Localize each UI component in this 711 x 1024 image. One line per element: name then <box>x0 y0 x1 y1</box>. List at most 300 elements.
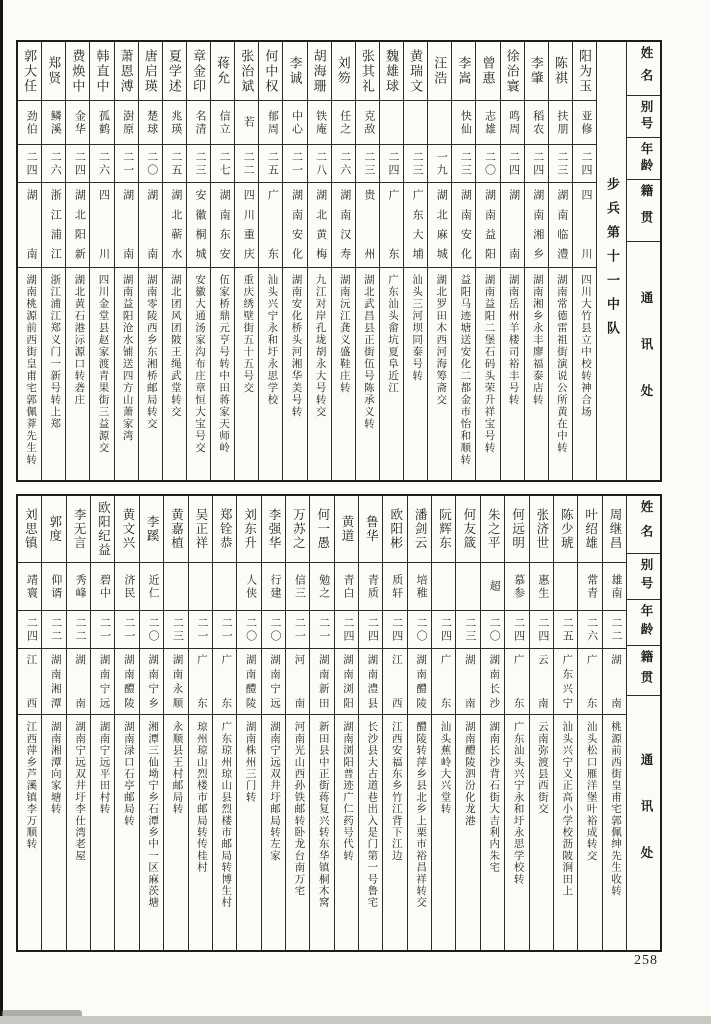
address-cell: 湖南宁远双井圩邮局转左家 <box>262 714 285 950</box>
native-cell: 湖南湘潭 <box>42 648 65 714</box>
alias-cell <box>189 562 212 610</box>
alias-cell: 郁周 <box>259 100 282 144</box>
age-cell: 二一 <box>115 144 138 182</box>
roster-table-continued <box>16 494 662 952</box>
address-cell: 湖北武昌县正街伍号陈承义转 <box>356 267 379 480</box>
person-column <box>602 496 626 950</box>
person-column <box>65 42 89 480</box>
name-cell: 阳为玉 <box>577 48 592 94</box>
address-cell: 琼州琼山烈楼市邮局转传桂村 <box>189 714 212 950</box>
name-cell: 欧阳纪益 <box>96 501 111 557</box>
address-cell: 广东汕头兴宁永和圩永思学校转 <box>505 714 528 950</box>
name-cell: 郭大任 <box>22 48 38 94</box>
age-cell: 二四 <box>335 610 358 648</box>
native-cell: 广东 <box>213 648 236 714</box>
address-cell: 重庆绣壁街五十五号交 <box>235 267 258 480</box>
age-cell: 二五 <box>163 144 186 182</box>
name-cell: 吴正祥 <box>193 508 208 550</box>
address-cell: 湖北罗田木西河海筹斋交 <box>428 267 451 480</box>
name-cell: 夏学述 <box>166 48 182 94</box>
alias-cell: 澍原 <box>115 100 138 144</box>
person-column <box>138 42 162 480</box>
name-cell: 郑铨恭 <box>218 508 233 550</box>
age-cell: 二〇 <box>481 610 504 648</box>
person-column <box>41 496 65 950</box>
age-cell: 二六 <box>42 144 65 182</box>
native-cell: 湖南东安 <box>211 182 234 267</box>
person-column <box>480 496 504 950</box>
alias-cell: 铁庵 <box>308 100 331 144</box>
alias-cell: 鸣周 <box>501 100 524 144</box>
age-cell: 二三 <box>452 144 475 182</box>
native-cell: 广东大埔 <box>404 182 427 267</box>
age-cell: 二四 <box>530 610 553 648</box>
name-cell: 鲁华 <box>364 515 379 543</box>
address-cell: 益阳马迹塘送安化二都金市怡和顺转 <box>452 267 475 480</box>
name-cell: 唐启瑛 <box>142 48 158 94</box>
native-cell: 湖南益阳 <box>476 182 499 267</box>
address-cell: 湖南湘潭向家塘转 <box>42 714 65 950</box>
alias-cell <box>428 100 451 144</box>
alias-cell: 信立 <box>211 100 234 144</box>
header-column <box>626 42 660 480</box>
name-cell: 张济世 <box>534 508 549 550</box>
age-cell: 二一 <box>189 610 212 648</box>
name-cell: 潘剑云 <box>413 508 428 550</box>
person-column <box>331 42 355 480</box>
native-cell: 安徽桐城 <box>187 182 210 267</box>
address-cell: 四川大竹县立中校转神合场 <box>573 267 596 480</box>
native-cell: 湖北阳新 <box>66 182 89 267</box>
native-cell: 广东 <box>505 648 528 714</box>
person-column <box>553 496 577 950</box>
alias-cell <box>380 100 403 144</box>
address-cell: 湖南桃源前西街皇甫宅郭佩葊先生转 <box>18 267 41 480</box>
age-cell: 二〇 <box>139 144 162 182</box>
name-cell: 刘笏 <box>335 56 351 86</box>
alias-cell: 快仙 <box>452 100 475 144</box>
name-cell: 刘思镇 <box>23 508 38 550</box>
age-cell: 二三 <box>187 144 210 182</box>
header-native: 籍贯 <box>627 179 660 241</box>
header-native: 籍贯 <box>627 645 660 695</box>
age-cell: 一九 <box>428 144 451 182</box>
age-cell: 二四 <box>501 144 524 182</box>
alias-cell: 人侠 <box>237 562 260 610</box>
alias-cell: 超 <box>481 562 504 610</box>
person-column <box>309 496 333 950</box>
age-cell: 二六 <box>90 144 113 182</box>
alias-cell: 质轩 <box>383 562 406 610</box>
name-cell: 何中权 <box>263 48 279 94</box>
age-cell: 二四 <box>505 610 528 648</box>
age-cell: 二四 <box>18 144 41 182</box>
age-cell: 二二 <box>235 144 258 182</box>
name-cell: 章金印 <box>191 48 206 94</box>
alias-cell: 济民 <box>115 562 138 610</box>
person-column <box>475 42 499 480</box>
address-cell: 湘潭三仙坳宁乡石潭乡中一区麻茨塘 <box>140 714 163 950</box>
name-cell: 李强华 <box>266 508 281 550</box>
alias-cell: 中心 <box>283 100 306 144</box>
alias-cell: 勉之 <box>310 562 333 610</box>
native-cell: 河南 <box>286 648 309 714</box>
age-cell: 二三 <box>404 144 427 182</box>
address-cell: 九江对岸孔垅胡永大号转交 <box>308 267 331 480</box>
person-column <box>529 496 553 950</box>
age-cell: 二四 <box>432 610 455 648</box>
alias-cell <box>213 562 236 610</box>
native-cell: 四川 <box>573 182 596 267</box>
name-cell: 李诚 <box>287 56 303 86</box>
age-cell: 二七 <box>211 144 234 182</box>
address-cell: 汕头兴宁义正高小学校沥陂涧田上 <box>554 714 577 950</box>
person-column <box>504 496 528 950</box>
name-cell: 黄嘉植 <box>169 508 184 550</box>
header-alias: 别号 <box>627 95 660 137</box>
name-cell: 郭度 <box>47 515 62 543</box>
native-cell: 湖南新田 <box>310 648 333 714</box>
alias-cell: 近仁 <box>140 562 163 610</box>
address-cell: 四川金堂县赵家渡青果街三益源交 <box>90 267 113 480</box>
native-cell: 广东 <box>432 648 455 714</box>
person-column <box>382 496 406 950</box>
person-column <box>577 496 601 950</box>
address-cell: 湖南岳州羊楼司裕丰号转 <box>501 267 524 480</box>
age-cell: 二〇 <box>262 610 285 648</box>
person-column <box>210 42 234 480</box>
person-column <box>261 496 285 950</box>
native-cell: 广东兴宁 <box>554 648 577 714</box>
age-cell: 二〇 <box>140 610 163 648</box>
age-cell: 二〇 <box>237 610 260 648</box>
native-cell: 湖南宁远 <box>91 648 114 714</box>
name-cell: 朱之平 <box>486 508 501 550</box>
native-cell: 湖南湘乡 <box>525 182 548 267</box>
name-cell: 曾惠 <box>480 56 496 86</box>
person-column <box>18 42 41 480</box>
alias-cell: 金华 <box>66 100 89 144</box>
alias-cell: 志雄 <box>476 100 499 144</box>
name-cell: 陈祺 <box>552 56 568 86</box>
name-cell: 汪浩 <box>432 56 448 86</box>
address-cell: 江西安福东乡竹江背下江边 <box>383 714 406 950</box>
age-cell: 二一 <box>286 610 309 648</box>
address-cell: 湖南湘乡永丰廖福泰店转 <box>525 267 548 480</box>
person-column <box>163 496 187 950</box>
native-cell: 湖南临澧 <box>549 182 572 267</box>
age-cell: 二四 <box>525 144 548 182</box>
person-column <box>407 496 431 950</box>
native-cell: 湖南澧县 <box>359 648 382 714</box>
alias-cell: 青白 <box>335 562 358 610</box>
alias-cell: 常青 <box>578 562 601 610</box>
address-cell: 安徽大通汤家沟布庄章恒大宝号交 <box>187 267 210 480</box>
address-cell: 湖北黄石港沶源口转砻庄 <box>66 267 89 480</box>
address-cell: 湖南长沙背石街大吉利内朱宅 <box>481 714 504 950</box>
name-cell: 张其礼 <box>359 48 375 94</box>
alias-cell: 靖寰 <box>18 562 41 610</box>
alias-cell: 仰谞 <box>42 562 65 610</box>
address-cell: 湖南常德雷祖街演说公所黄在中转 <box>549 267 572 480</box>
name-cell: 黄文兴 <box>120 508 135 550</box>
address-cell: 广东琼州琼山县烈楼市邮局转博生村 <box>213 714 236 950</box>
native-cell: 湖南汉寿 <box>332 182 355 267</box>
native-cell: 湖南醴陵 <box>237 648 260 714</box>
alias-cell: 行建 <box>262 562 285 610</box>
name-cell: 何远明 <box>510 508 525 550</box>
alias-cell <box>554 562 577 610</box>
name-cell: 萧恩溥 <box>118 48 134 94</box>
native-cell: 湖南 <box>603 648 626 714</box>
age-cell: 二〇 <box>476 144 499 182</box>
address-cell: 浙江浦江郑义门一新号转上郑 <box>42 267 65 480</box>
person-column <box>186 42 210 480</box>
native-cell: 江西 <box>383 648 406 714</box>
alias-cell: 培稚 <box>408 562 431 610</box>
name-cell: 李嵩 <box>456 56 472 86</box>
scan-edge-artifact <box>0 0 3 1024</box>
name-cell: 叶绍雄 <box>583 508 598 550</box>
alias-cell: 楚球 <box>139 100 162 144</box>
age-cell: 二一 <box>283 144 306 182</box>
native-cell: 湖南 <box>115 182 138 267</box>
address-cell: 汕头蕉岭大兴堂转 <box>432 714 455 950</box>
scan-edge-artifact <box>0 1016 711 1024</box>
age-cell: 二一 <box>115 610 138 648</box>
person-column <box>234 42 258 480</box>
person-column <box>162 42 186 480</box>
name-cell: 费焕中 <box>70 48 86 94</box>
native-cell: 湖南永顺 <box>164 648 187 714</box>
native-cell: 湖南 <box>18 182 41 267</box>
address-cell: 湖南零陵西乡东湘桥邮局转交 <box>139 267 162 480</box>
header-name: 姓名 <box>639 500 653 549</box>
age-cell: 二四 <box>359 610 382 648</box>
native-cell: 湖南宁乡 <box>140 648 163 714</box>
address-cell: 湖南宁远平田村转 <box>91 714 114 950</box>
native-cell: 湖南 <box>501 182 524 267</box>
alias-cell: 鳞溪 <box>42 100 65 144</box>
alias-cell: 兆瑛 <box>163 100 186 144</box>
address-cell: 湖南益阳二堡石码头荣升祥宝号转 <box>476 267 499 480</box>
person-column <box>41 42 65 480</box>
header-column <box>626 496 660 950</box>
header-alias: 别号 <box>627 553 660 599</box>
address-cell: 湖南沅江龚义盛鞋庄转 <box>332 267 355 480</box>
age-cell: 二一 <box>310 610 333 648</box>
alias-cell <box>456 562 479 610</box>
native-cell: 广东 <box>189 648 212 714</box>
native-cell: 湖南 <box>67 648 90 714</box>
alias-cell: 信三 <box>286 562 309 610</box>
person-column <box>572 42 596 480</box>
name-cell: 何友箴 <box>461 508 476 550</box>
alias-cell: 稻农 <box>525 100 548 144</box>
name-cell: 刘东升 <box>242 508 257 550</box>
person-column <box>236 496 260 950</box>
native-cell: 广东 <box>259 182 282 267</box>
unit-label: 步兵第十一中队 <box>605 177 620 345</box>
person-column <box>114 496 138 950</box>
page-number: 258 <box>634 953 658 968</box>
header-name: 姓名 <box>639 46 653 91</box>
age-cell: 二二 <box>67 610 90 648</box>
address-cell: 汕头兴宁永和圩永思学校 <box>259 267 282 480</box>
native-cell: 湖南醴陵 <box>408 648 431 714</box>
address-cell: 汕头三河坝同泰号转 <box>404 267 427 480</box>
name-cell: 韩直中 <box>94 48 110 94</box>
name-cell: 魏雄球 <box>384 48 399 94</box>
person-column <box>524 42 548 480</box>
person-column <box>285 496 309 950</box>
address-cell: 湖南渌口石亭邮局转 <box>115 714 138 950</box>
age-cell: 二一 <box>213 610 236 648</box>
name-cell: 周继昌 <box>608 508 622 550</box>
alias-cell: 若 <box>235 100 258 144</box>
address-cell: 长沙县大古道巷出入是门第一号鲁宅 <box>359 714 382 950</box>
age-cell: 二二 <box>603 610 626 648</box>
person-column <box>90 496 114 950</box>
alias-cell: 任之 <box>332 100 355 144</box>
header-address: 通讯处 <box>627 241 660 480</box>
address-cell: 桃源前西街皇甫宅郭佩绅先生收转 <box>603 714 626 950</box>
name-cell: 徐治寰 <box>504 48 520 94</box>
alias-cell <box>164 562 187 610</box>
person-column <box>403 42 427 480</box>
person-column <box>188 496 212 950</box>
address-cell: 湖南宁远双井圩李仕湾老屋 <box>67 714 90 950</box>
name-cell: 蒋允 <box>215 56 231 86</box>
address-cell: 广东汕头畲坑夏阜近江 <box>380 267 403 480</box>
name-cell: 胡海珊 <box>311 48 327 94</box>
native-cell: 湖南长沙 <box>481 648 504 714</box>
age-cell: 二八 <box>308 144 331 182</box>
alias-cell: 孤鹤 <box>90 100 113 144</box>
name-cell: 李无言 <box>72 508 87 550</box>
age-cell: 二〇 <box>408 610 431 648</box>
person-column <box>548 42 572 480</box>
native-cell: 湖南 <box>456 648 479 714</box>
native-cell: 湖南宁远 <box>262 648 285 714</box>
alias-cell: 青质 <box>359 562 382 610</box>
address-cell: 湖南浏阳普迹广仁药号代转 <box>335 714 358 950</box>
name-cell: 陈少琥 <box>559 508 574 550</box>
native-cell: 湖北蕲水 <box>163 182 186 267</box>
address-cell: 醴陵转萍乡县北乡上栗市裕昌祥转交 <box>408 714 431 950</box>
native-cell: 云南 <box>530 648 553 714</box>
address-cell: 湖南安化桥头河湘华美号转 <box>283 267 306 480</box>
person-column <box>89 42 113 480</box>
native-cell: 浙江浦江 <box>42 182 65 267</box>
roster-table-company-11 <box>16 40 662 482</box>
person-column <box>18 496 41 950</box>
address-cell: 江西萍乡芦溪镇李万顺转 <box>18 714 41 950</box>
address-cell: 湖南益阳沧水铺送四方山萧家湾 <box>115 267 138 480</box>
person-column <box>258 42 282 480</box>
name-cell: 万苏之 <box>291 508 306 550</box>
alias-cell: 碧中 <box>91 562 114 610</box>
alias-cell: 亚修 <box>573 100 596 144</box>
age-cell: 二四 <box>573 144 596 182</box>
age-cell: 二四 <box>383 610 406 648</box>
native-cell: 贵州 <box>356 182 379 267</box>
alias-cell: 扶朋 <box>549 100 572 144</box>
person-column <box>212 496 236 950</box>
native-cell: 四川 <box>90 182 113 267</box>
header-age: 年龄 <box>627 137 660 179</box>
name-cell: 黄瑞文 <box>408 48 424 94</box>
name-cell: 郑贤 <box>46 56 62 86</box>
name-cell: 欧阳彬 <box>388 508 403 550</box>
address-cell: 云南弥渡县西街交 <box>530 714 553 950</box>
address-cell: 湖北团风团陂王绳武堂转交 <box>163 267 186 480</box>
native-cell: 湖北黄梅 <box>308 182 331 267</box>
person-column <box>451 42 475 480</box>
alias-cell: 名清 <box>187 100 210 144</box>
age-cell: 二三 <box>164 610 187 648</box>
person-column <box>431 496 455 950</box>
address-cell: 伍家桥鼎元亨号转中田蒋家天师岭 <box>211 267 234 480</box>
age-cell: 二四 <box>66 144 89 182</box>
age-cell: 二四 <box>18 610 41 648</box>
age-cell: 二三 <box>456 610 479 648</box>
alias-cell: 克敌 <box>356 100 379 144</box>
person-column <box>66 496 90 950</box>
name-cell: 李肇 <box>528 56 544 86</box>
address-cell: 新田县中正街蒋复兴转东华镇桐木窝 <box>310 714 333 950</box>
person-column <box>427 42 451 480</box>
age-cell: 二三 <box>356 144 379 182</box>
age-cell: 二五 <box>554 610 577 648</box>
person-column <box>334 496 358 950</box>
address-cell: 永顺县王村邮局转 <box>164 714 187 950</box>
alias-cell: 慕参 <box>505 562 528 610</box>
header-address: 通讯处 <box>627 695 660 950</box>
person-column <box>355 42 379 480</box>
alias-cell <box>404 100 427 144</box>
native-cell: 江西 <box>18 648 41 714</box>
native-cell: 四川重庆 <box>235 182 258 267</box>
age-cell: 二五 <box>259 144 282 182</box>
native-cell: 湖北麻城 <box>428 182 451 267</box>
address-cell: 汕头松口雁洋堡叶裕成转交 <box>578 714 601 950</box>
alias-cell: 秀峰 <box>67 562 90 610</box>
native-cell: 湖南醴陵 <box>115 648 138 714</box>
name-cell: 黄道 <box>340 515 355 543</box>
alias-cell: 劲伯 <box>18 100 41 144</box>
age-cell: 二二 <box>42 610 65 648</box>
header-age: 年龄 <box>627 599 660 645</box>
person-column <box>114 42 138 480</box>
person-column <box>358 496 382 950</box>
native-cell: 湖南 <box>139 182 162 267</box>
person-column <box>307 42 331 480</box>
address-cell: 湖南株州三门转 <box>237 714 260 950</box>
native-cell: 湖南浏阳 <box>335 648 358 714</box>
native-cell: 湖南安化 <box>452 182 475 267</box>
native-cell: 广东 <box>380 182 403 267</box>
age-cell: 二三 <box>549 144 572 182</box>
age-cell: 二一 <box>91 610 114 648</box>
person-column <box>139 496 163 950</box>
unit-column <box>596 42 626 480</box>
alias-cell <box>432 562 455 610</box>
person-column <box>282 42 306 480</box>
native-cell: 湖南安化 <box>283 182 306 267</box>
address-cell: 湖南醴陵泗汾化龙港 <box>456 714 479 950</box>
age-cell: 二四 <box>380 144 403 182</box>
